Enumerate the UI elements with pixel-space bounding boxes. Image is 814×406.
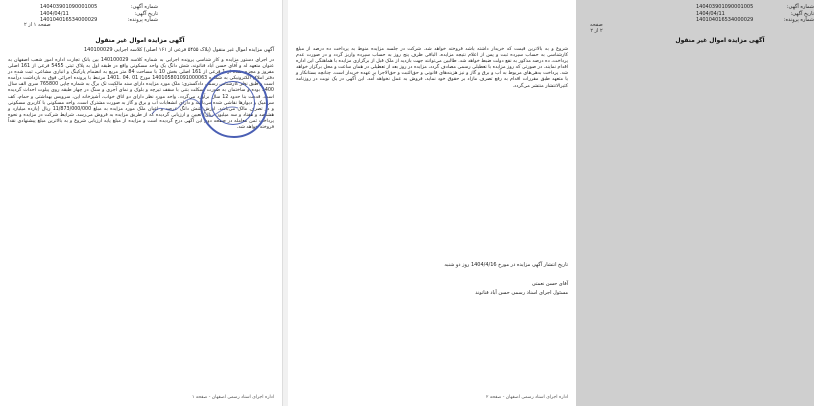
left-footer: اداره اجرای اسناد رسمی اصفهان - صفحه ۱ xyxy=(192,395,274,400)
left-meta-block xyxy=(40,4,158,24)
left-file-number-label: شماره پرونده: xyxy=(127,17,158,24)
signature-scribble xyxy=(150,96,240,120)
signer-name: آقای حسن نعمتی xyxy=(531,281,568,287)
right-page-number: صفحه ۲ از ۲ xyxy=(590,22,603,34)
publication-date-line: تاریخ انتشار آگهی مزایده در مورخ 1404/4/16 روز دو شنبه xyxy=(444,262,568,268)
left-notice-date-label: تاریخ آگهی: xyxy=(134,10,158,17)
right-body-text: شروع و به بالاترین قیمت که خریدار داشته باشد فروخته خواهد شد. شرکت در جلسه مزایده منوط به پرداخت ده درصد از مبلغ کارشناسی به حساب سپرده ثبت و پس از اعلام نتیجه مزایده، الباقی ظرف پنج روز به حساب سپرده واریز گردد و در صورت عدم پرداخت، ده درصد مذکور به نفع دولت ضبط خواهد شد. طالبین می‌توانند جهت بازدید از ملک قبل از برگزاری مزایده با هماهنگی این اداره اقدام نمایند. در صورتی که روز مزایده با تعطیلی رسمی مصادف گردد، مزایده در روز بعد از تعطیلی در همان ساعت و محل برگزار خواهد شد. پرداخت بدهی‌های مربوط به آب و برق و گاز و نیز هزینه‌های قانونی و حق‌الثبت و حق‌الاجرا بر عهده خریدار است. چنانچه بستانکار و یا متعهد طبق مقررات اقدام به رفع تصرف مازاد بر حقوق خود نماید، فروش به عمل نخواهد آمد. این آگهی در یک نوبت در روزنامه کثیرالانتشار منتشر می‌گردد. xyxy=(296,47,568,89)
right-file-number-label: شماره پرونده: xyxy=(783,17,814,24)
right-notice-date-label: تاریخ آگهی: xyxy=(790,10,814,17)
right-notice-date: 1404/04/11 xyxy=(696,10,725,17)
left-page-number: صفحه ۱ از ۲ xyxy=(24,22,51,28)
right-heading: آگهی مزایده اموال غیر منقول xyxy=(675,37,765,44)
left-file-number: 140104016534000029 xyxy=(40,17,98,24)
right-file-number: 140104016534000029 xyxy=(696,17,754,24)
right-notice-number-label: شماره آگهی: xyxy=(786,4,814,10)
signer-role: مسئول اجرای اسناد رسمی حسن آباد قناتوند xyxy=(475,290,568,296)
right-meta-block xyxy=(696,4,814,24)
left-heading: آگهی مزایده اموال غیر منقول xyxy=(95,37,185,44)
left-subtitle: آگهی مزایده اموال غیر منقول (پلاک ۵۴۵۵ فرعی از ۱۶۱ اصلی) کلاسه اجرایی 140100029 xyxy=(83,47,274,53)
left-body-text: در اجرای دستور مزایده و کار شناسی پرونده اجرایی به شماره کلاسه 140100029 بین بانک تجارت اداره امور شعب اصفهان به عنوان متعهد له و آقای حسن آباد قناتوند، شش دانگ یک واحد مسکونی واقع در طبقه اول به پلاک ثبتی 5455 فرعی از 161 اصلی مفروز و مجزی شده از 1 فرعی از 161 اصلی بخش 10 با مساحت 84 متر مربع به انضمام پارکینگ و انباری مشاعی، ثبت شده در دفتر املاک الکترونیکی به شماره 140105801091000063 مورخ 01 .04 .1401 مرتبط با پرونده اجرائی فوق به بازداشت درآمده است و طبق نظر کارشناس رسمی دادگستری: ملک مورد مزایده دارای سند مالکیت تک برگ به شماره چاپی 765800 سری الف سال 1400 بوده و ساختمان به صورت اسکلت بتنی با سقف تیرچه و بلوک و نمای آجری و سنگ در چهار طبقه روی پیلوت احداث گردیده است. قدمت بنا حدود 12 سال برآورد می‌گردد. واحد مورد نظر دارای دو اتاق خواب، آشپزخانه اپن، سرویس بهداشتی و حمام، کف سرامیک و دیوارها نقاشی شده می‌باشد و دارای انشعابات آب و برق و گاز به صورت مشترک است. واحد مسکونی با کاربری مسکونی و در تصرف مالک می‌باشد. ارزش شش دانگ عرصه و اعیان ملک مورد مزایده به مبلغ 11/873/000/000 ریال (یازده میلیارد و هشتصد و هفتاد و سه میلیون ریال) تعیین و ارزیابی گردیده که از طریق مزایده به فروش می‌رسد. شرایط شرکت در مزایده و نحوه پرداخت ثمن معامله در صفحه دوم این آگهی درج گردیده است و مزایده از مبلغ پایه ارزیابی شروع و به بالاترین مبلغ پیشنهادی نقداً فروخته خواهد شد. xyxy=(8,58,275,131)
left-notice-date: 1404/04/11 xyxy=(40,10,69,17)
right-notice-number: 140403901090001005 xyxy=(696,4,754,10)
left-notice-number: 140403901090001005 xyxy=(40,4,98,10)
left-notice-number-label: شماره آگهی: xyxy=(130,4,158,10)
right-footer: اداره اجرای اسناد رسمی اصفهان - صفحه ۲ xyxy=(486,395,568,400)
left-page xyxy=(0,0,283,406)
